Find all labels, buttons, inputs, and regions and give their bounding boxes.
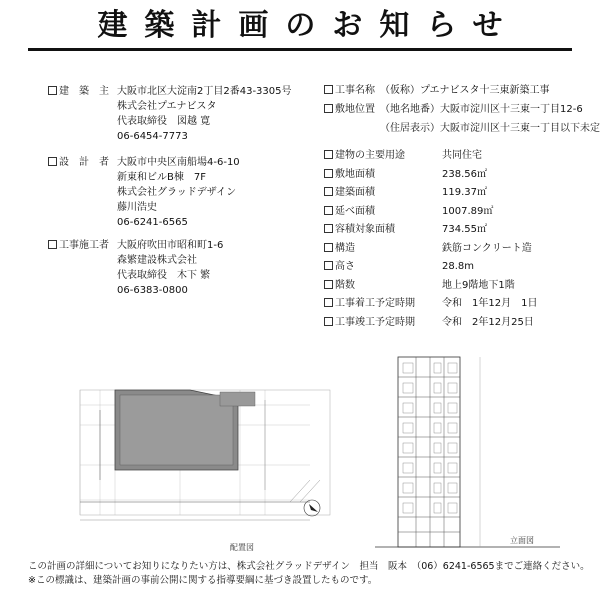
checkbox-icon [324, 85, 333, 94]
owner-company: 株式会社プエナビスタ [117, 101, 217, 112]
checkbox-icon [48, 240, 57, 249]
owner-address: 大阪市北区大淀南2丁目2番43-3305号 [117, 86, 292, 97]
spec-value: 28.8m [442, 261, 475, 272]
spec-value: 令和 2年12月25日 [442, 316, 534, 328]
designer-name: 藤川浩史 [117, 202, 157, 213]
title-underline [28, 48, 572, 51]
spec-value: 119.37㎡ [442, 187, 487, 198]
spec-value: 1007.89㎡ [442, 205, 494, 217]
designer-address: 大阪市中央区南船場4-6-10 [117, 157, 240, 168]
spec-label: 階数 [335, 279, 355, 291]
site-plan-drawing [60, 380, 350, 560]
checkbox-icon [324, 150, 333, 159]
designer-label: 設 計 者 [48, 155, 109, 170]
project-name-value: （仮称）プエナビスタ十三東新築工事 [380, 85, 550, 96]
spec-label: 延べ面積 [335, 205, 375, 217]
project-name-label: 工事名称 [335, 85, 375, 96]
spec-label: 高さ [335, 261, 355, 272]
spec-label: 工事竣工予定時期 [335, 316, 415, 328]
site-address-value: （住居表示）大阪市淀川区十三東一丁目以下未定 [380, 123, 600, 134]
spec-value: 令和 1年12月 1日 [442, 298, 538, 309]
spec-value: 共同住宅 [442, 150, 482, 161]
site-location-label: 敷地位置 [335, 104, 375, 115]
footer-contact-note: この計画の詳細についてお知りになりたい方は、株式会社グラッドデザイン 担当 阪本 （06）6241-6565までご連絡ください。 [28, 561, 590, 572]
spec-label: 容積対象面積 [335, 224, 395, 235]
contractor-label: 工事施工者 [48, 238, 109, 253]
owner-representative: 代表取締役 図越 寛 [117, 116, 211, 127]
site-location-value: （地名地番）大阪市淀川区十三東一丁目12-6 [380, 104, 583, 115]
owner-section [48, 84, 318, 144]
checkbox-icon [324, 169, 333, 178]
owner-label: 建 築 主 [48, 84, 109, 99]
contractor-company: 森繁建設株式会社 [117, 255, 197, 266]
page-title: 建築計画のお知らせ [97, 8, 520, 43]
contractor-representative: 代表取締役 木下 繁 [117, 270, 211, 281]
checkbox-icon [324, 206, 333, 215]
spec-label: 建築面積 [335, 187, 375, 198]
checkbox-icon [324, 187, 333, 196]
designer-building: 新東和ビルB棟 7F [117, 172, 206, 183]
checkbox-icon [324, 243, 333, 252]
spec-value: 鉄筋コンクリート造 [442, 242, 532, 254]
elevation-drawing [370, 355, 570, 555]
contractor-section [48, 238, 318, 298]
checkbox-icon [324, 317, 333, 326]
checkbox-icon [324, 261, 333, 270]
spec-label: 構造 [335, 242, 355, 254]
spec-value: 238.56㎡ [442, 168, 487, 180]
designer-company: 株式会社グラッドデザイン [117, 187, 237, 198]
contractor-address: 大阪府吹田市昭和町1-6 [117, 240, 224, 251]
spec-label: 敷地面積 [335, 168, 375, 180]
designer-section [48, 155, 318, 230]
spec-value: 地上9階地下1階 [442, 279, 515, 291]
checkbox-icon [324, 280, 333, 289]
north-arrow-icon [304, 500, 320, 516]
checkbox-icon [324, 104, 333, 113]
designer-phone: 06-6241-6565 [117, 217, 188, 228]
checkbox-icon [324, 224, 333, 233]
elevation-caption: 立面図 [510, 536, 534, 545]
spec-label: 工事着工予定時期 [335, 298, 415, 309]
spec-value: 734.55㎡ [442, 224, 487, 235]
spec-label: 建物の主要用途 [335, 150, 405, 161]
site-plan-caption: 配置図 [230, 543, 254, 552]
owner-phone: 06-6454-7773 [117, 131, 188, 142]
checkbox-icon [48, 157, 57, 166]
contractor-phone: 06-6383-0800 [117, 285, 188, 296]
footer-disclaimer: ※この標識は、建築計画の事前公開に関する指導要綱に基づき設置したものです。 [28, 575, 378, 586]
checkbox-icon [324, 298, 333, 307]
checkbox-icon [48, 86, 57, 95]
